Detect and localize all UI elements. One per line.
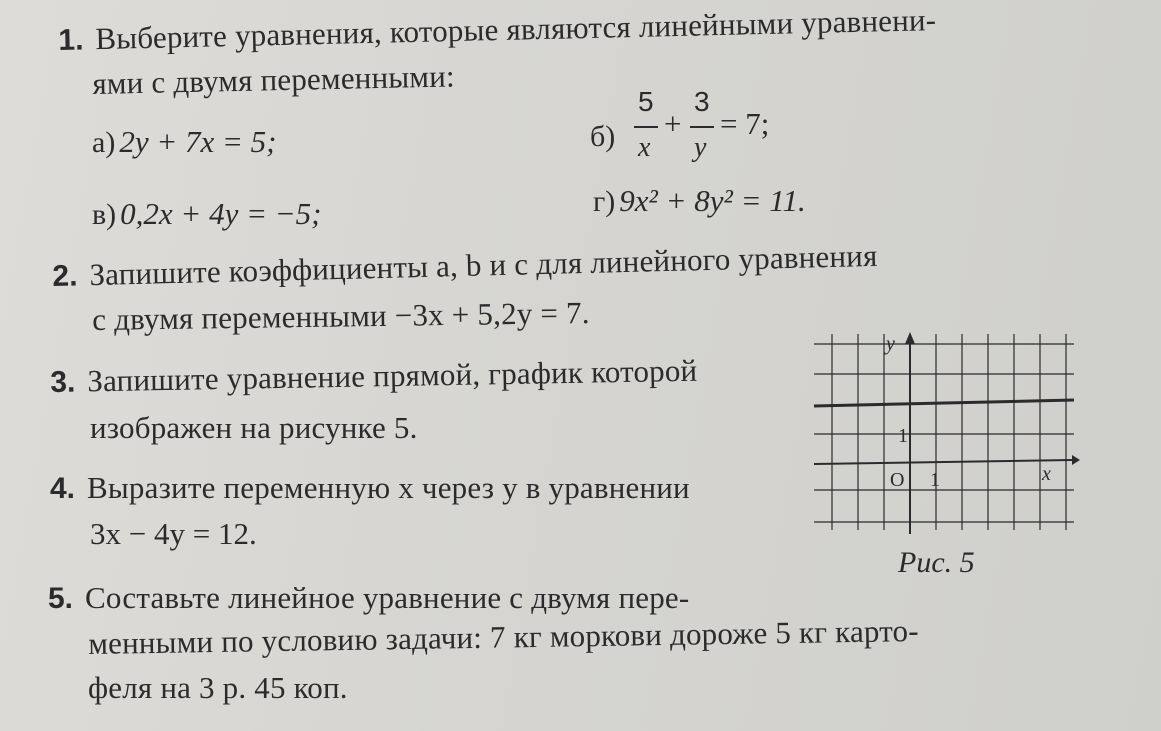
origin-label: O [890,469,905,491]
task-3 [50,353,698,400]
option-a-label: а) [92,126,116,159]
task-5 [48,580,689,616]
option-v-equation: 0,2x + 4y = −5; [120,196,322,231]
y-axis-arrow [905,332,915,344]
fraction-2-numerator: 3 [694,86,710,117]
task-1-option-a [92,124,277,160]
fraction-1-numerator: 5 [638,86,654,117]
x-axis-arrow [1072,455,1080,465]
plus-sign: + [664,106,682,141]
grid-lines [814,334,1074,530]
task-3-line-1: Запишите уравнение прямой, график которой [87,352,698,399]
task-4-line-2: 3x − 4y = 12. [90,516,257,551]
task-2-line-2: с двумя переменными −3x + 5,2y = 7. [92,295,590,337]
fraction-2-bar [690,126,714,128]
y-unit-label: 1 [898,425,908,447]
option-g-equation: 9x² + 8y² = 11. [619,183,806,218]
task-1 [58,2,937,58]
fraction-1-bar [634,126,658,128]
task-1-option-v [92,196,322,232]
task-5-line-1: Составьте линейное уравнение с двумя пере- [85,580,690,615]
task-2-line-1: Запишите коэффициенты a, b и c для линейного уравнения [89,237,878,293]
x-unit-label: 1 [930,469,940,491]
figure-5-graph [810,330,1080,540]
x-axis-label: x [1042,463,1051,485]
figure-caption: Рис. 5 [898,546,975,579]
y-axis-label: y [886,333,895,355]
task-4-number: 4. [50,472,76,505]
x-axis [814,460,1072,464]
task-2 [52,238,878,294]
fraction-1-denominator: x [638,132,651,163]
task-5-number: 5. [48,582,74,615]
option-v-label: в) [92,198,117,231]
task-1-number: 1. [58,23,84,57]
task-5-line-3: феля на 3 р. 45 коп. [88,670,348,705]
option-g-label: г) [593,185,616,218]
task-5-line-2: менными по условию задачи: 7 кг моркови дороже 5 кг карто- [88,612,919,661]
option-a-equation: 2y + 7x = 5; [119,124,277,159]
task-3-line-2: изображен на рисунке 5. [90,410,418,445]
option-b-rhs: = 7; [720,106,770,141]
fraction-2-denominator: y [694,132,707,163]
option-b-label: б) [590,120,616,153]
task-2-number: 2. [52,259,78,293]
task-1-option-b [590,86,830,172]
task-1-line-1: Выберите уравнения, которые являются линейными уравнени- [95,2,937,57]
task-1-option-g [593,183,806,219]
task-4 [50,470,690,506]
task-1-line-2: ями с двумя переменными: [92,58,456,101]
graph-line [814,400,1074,406]
task-3-number: 3. [50,365,76,399]
task-4-line-1: Выразите переменную x через y в уравнении [87,470,690,505]
